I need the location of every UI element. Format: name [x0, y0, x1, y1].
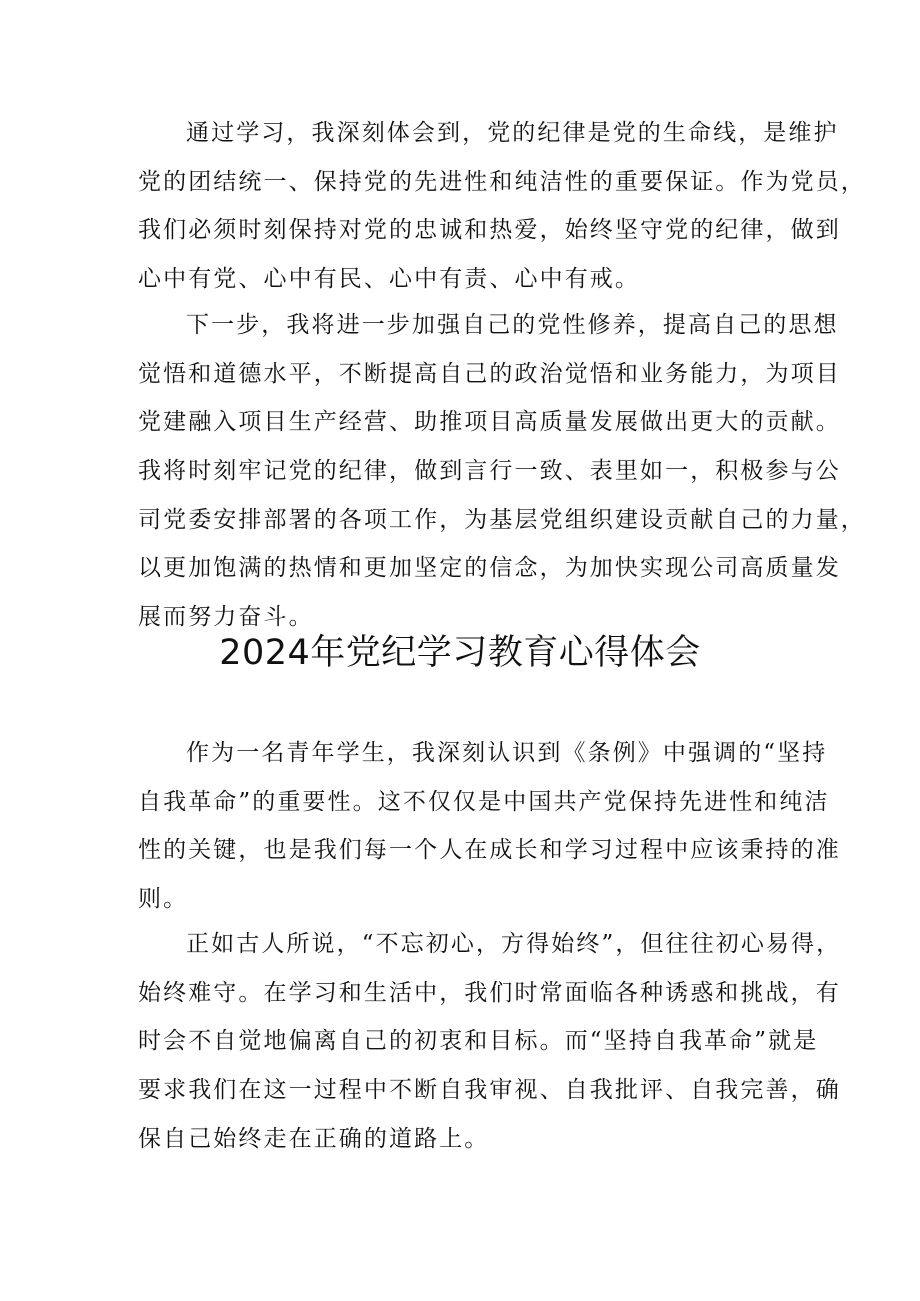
- paragraph-line: 司党委安排部署的各项工作，为基层党组织建设贡献自己的力量，: [138, 506, 866, 533]
- paragraph-line: 性的关键，也是我们每一个人在成长和学习过程中应该秉持的准: [138, 837, 841, 864]
- paragraph-line: 自我革命”的重要性。这不仅仅是中国共产党保持先进性和纯洁: [138, 788, 830, 815]
- paragraph-line: 以更加饱满的热情和更加坚定的信念，为加快实现公司高质量发: [138, 555, 841, 582]
- paragraph-line: 作为一名青年学生，我深刻认识到《条例》中强调的“坚持: [186, 740, 828, 766]
- paragraph-party-discipline-lifeline: [138, 109, 866, 304]
- paragraph-line: 正如古人所说，“不忘初心，方得始终”，但往往初心易得，: [186, 931, 842, 957]
- paragraph-line: 党的团结统一、保持党的先进性和纯洁性的重要保证。作为党员，: [138, 168, 866, 195]
- paragraph-line: 心中有党、心中有民、心中有责、心中有戒。: [138, 266, 640, 293]
- paragraph-line: 党建融入项目生产经营、助推项目高质量发展做出更大的贡献。: [138, 409, 841, 436]
- paragraph-line: 保自己始终走在正确的道路上。: [138, 1125, 490, 1152]
- paragraph-line: 我们必须时刻保持对党的忠诚和热爱，始终坚守党的纪律，做到: [138, 217, 841, 244]
- paragraph-line: 展而努力奋斗。: [138, 604, 314, 631]
- paragraph-line: 则。: [138, 886, 189, 913]
- paragraph-self-revolution: [138, 729, 841, 924]
- paragraph-line: 要求我们在这一过程中不断自我审视、自我批评、自我完善，确: [138, 1077, 841, 1104]
- paragraph-line: 我将时刻牢记党的纪律，做到言行一致、表里如一，积极参与公: [138, 458, 841, 485]
- paragraph-line: 时会不自觉地偏离自己的初衷和目标。而“坚持自我革命”就是: [138, 1028, 819, 1055]
- article-title: 2024年党纪学习教育心得体会: [219, 633, 701, 673]
- paragraph-line: 通过学习，我深刻体会到，党的纪律是党的生命线，是维护: [186, 120, 839, 146]
- paragraph-line: 始终难守。在学习和生活中，我们时常面临各种诱惑和挑战，有: [138, 979, 841, 1006]
- paragraph-line: 下一步，我将进一步加强自己的党性修养，提高自己的思想: [186, 312, 839, 338]
- paragraph-original-aspiration: [138, 920, 842, 1163]
- paragraph-next-steps: [138, 301, 866, 642]
- paragraph-line: 觉悟和道德水平，不断提高自己的政治觉悟和业务能力，为项目: [138, 360, 841, 387]
